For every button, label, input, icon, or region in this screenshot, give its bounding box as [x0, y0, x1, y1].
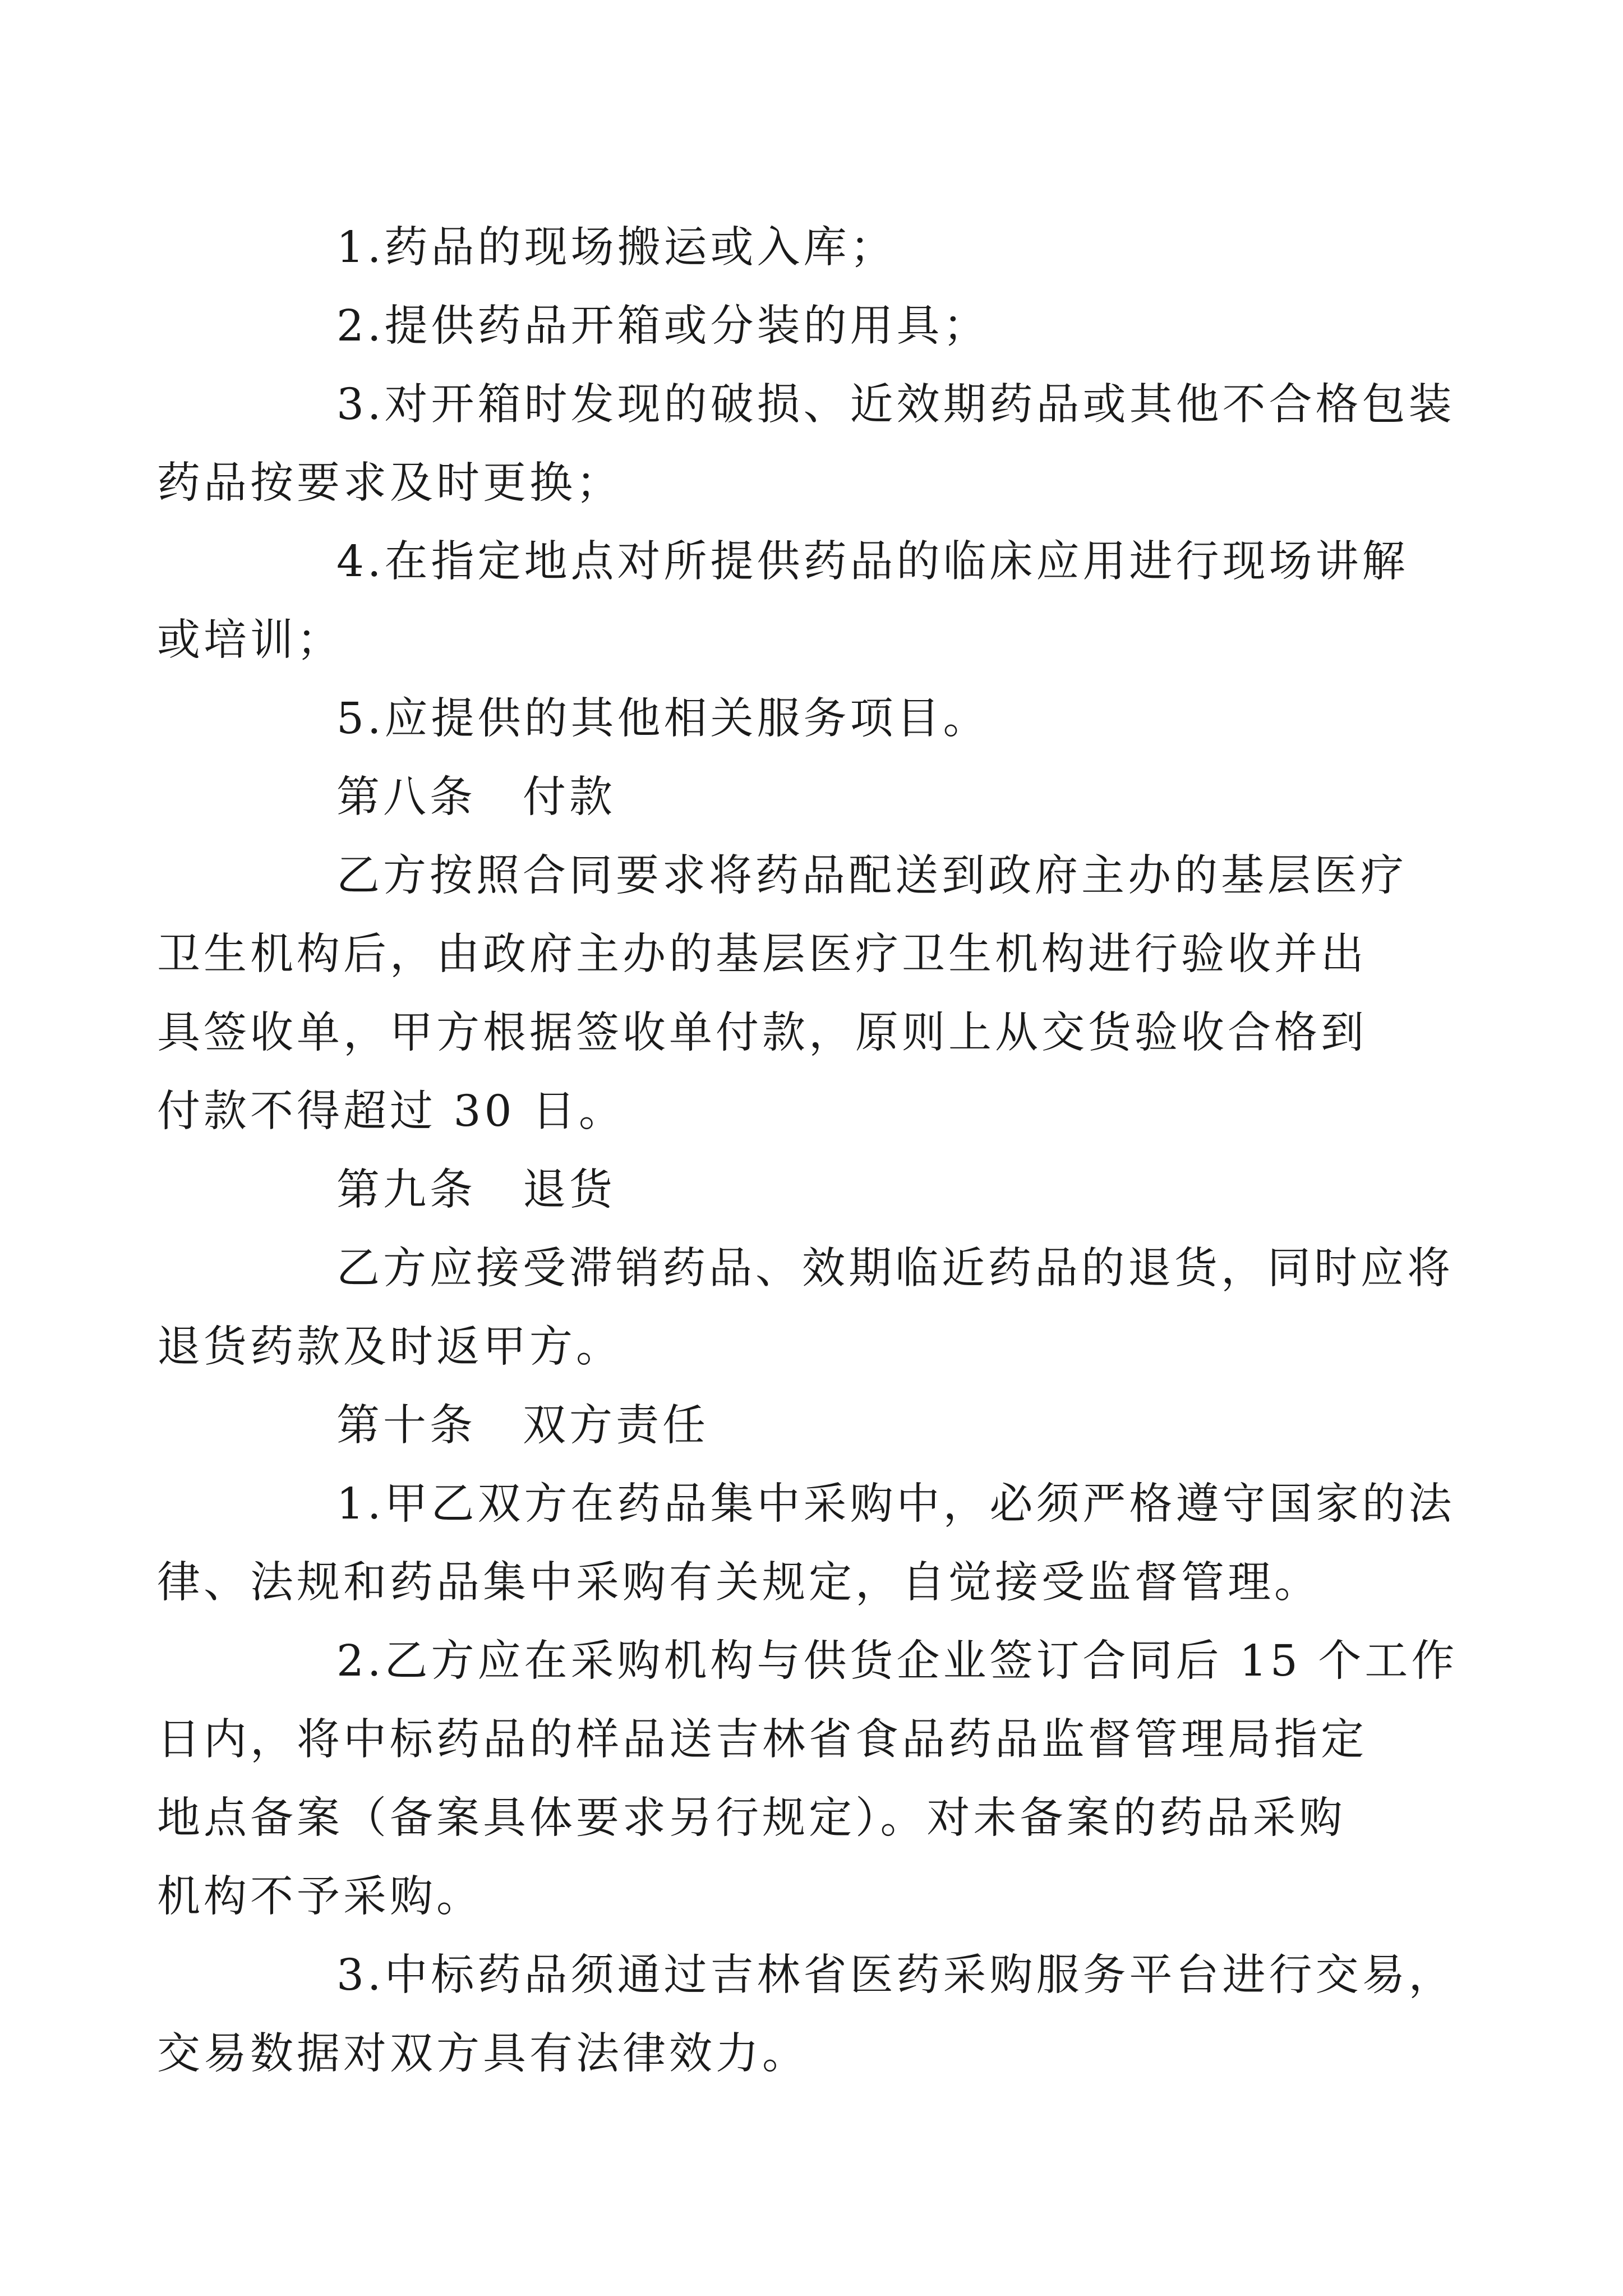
text-line: 2.提供药品开箱或分装的用具；	[336, 301, 990, 351]
service-item-2	[247, 287, 1402, 366]
text-line: 1.甲乙双方在药品集中采购中，必须严格遵守国家的法	[336, 1479, 1455, 1529]
responsibility-item-1	[157, 1465, 1455, 1622]
article-8-paragraph	[157, 837, 1407, 1151]
text-line: 1.药品的现场搬运或入库；	[336, 223, 897, 273]
text-line: 律、法规和药品集中采购有关规定，自觉接受监督管理。	[157, 1558, 1321, 1608]
service-item-5	[247, 680, 1402, 758]
service-item-1	[247, 209, 1402, 287]
text-line: 卫生机构后，由政府主办的基层医疗卫生机构进行验收并出	[157, 930, 1367, 979]
article-10-heading	[247, 1387, 1402, 1465]
text-line: 药品按要求及时更换；	[157, 458, 623, 508]
text-line: 付款不得超过 30 日。	[157, 1087, 625, 1137]
text-line: 乙方按照合同要求将药品配送到政府主办的基层医疗	[336, 851, 1407, 901]
text-line: 日内，将中标药品的样品送吉林省食品药品监督管理局指定	[157, 1715, 1367, 1765]
text-line: 5.应提供的其他相关服务项目。	[336, 694, 990, 744]
text-line: 4.在指定地点对所提供药品的临床应用进行现场讲解	[336, 537, 1409, 587]
heading-text: 第十条 双方责任	[336, 1401, 709, 1451]
responsibility-item-2	[157, 1622, 1458, 1936]
service-item-4	[157, 523, 1409, 680]
text-line: 地点备案（备案具体要求另行规定）。对未备案的药品采购	[157, 1793, 1346, 1843]
text-line: 3.对开箱时发现的破损、近效期药品或其他不合格包装	[336, 380, 1455, 430]
heading-text: 第九条 退货	[336, 1165, 616, 1215]
text-line: 2.乙方应在采购机构与供货企业签订合同后 15 个工作	[336, 1636, 1458, 1686]
article-9-paragraph	[157, 1230, 1454, 1387]
service-item-3	[157, 366, 1455, 523]
text-line: 或培训；	[157, 615, 343, 665]
text-line: 交易数据对双方具有法律效力。	[157, 2029, 809, 2079]
responsibility-item-3	[157, 1936, 1455, 2093]
document-body	[157, 209, 1458, 2093]
text-line: 具签收单，甲方根据签收单付款，原则上从交货验收合格到	[157, 1008, 1367, 1058]
text-line: 乙方应接受滞销药品、效期临近药品的退货，同时应将	[336, 1244, 1454, 1294]
text-line: 机构不予采购。	[157, 1872, 483, 1922]
article-8-heading	[247, 758, 1402, 837]
article-9-heading	[247, 1151, 1402, 1230]
text-line: 退货药款及时返甲方。	[157, 1322, 623, 1372]
heading-text: 第八条 付款	[336, 772, 616, 822]
text-line: 3.中标药品须通过吉林省医药采购服务平台进行交易，	[336, 1950, 1455, 2000]
